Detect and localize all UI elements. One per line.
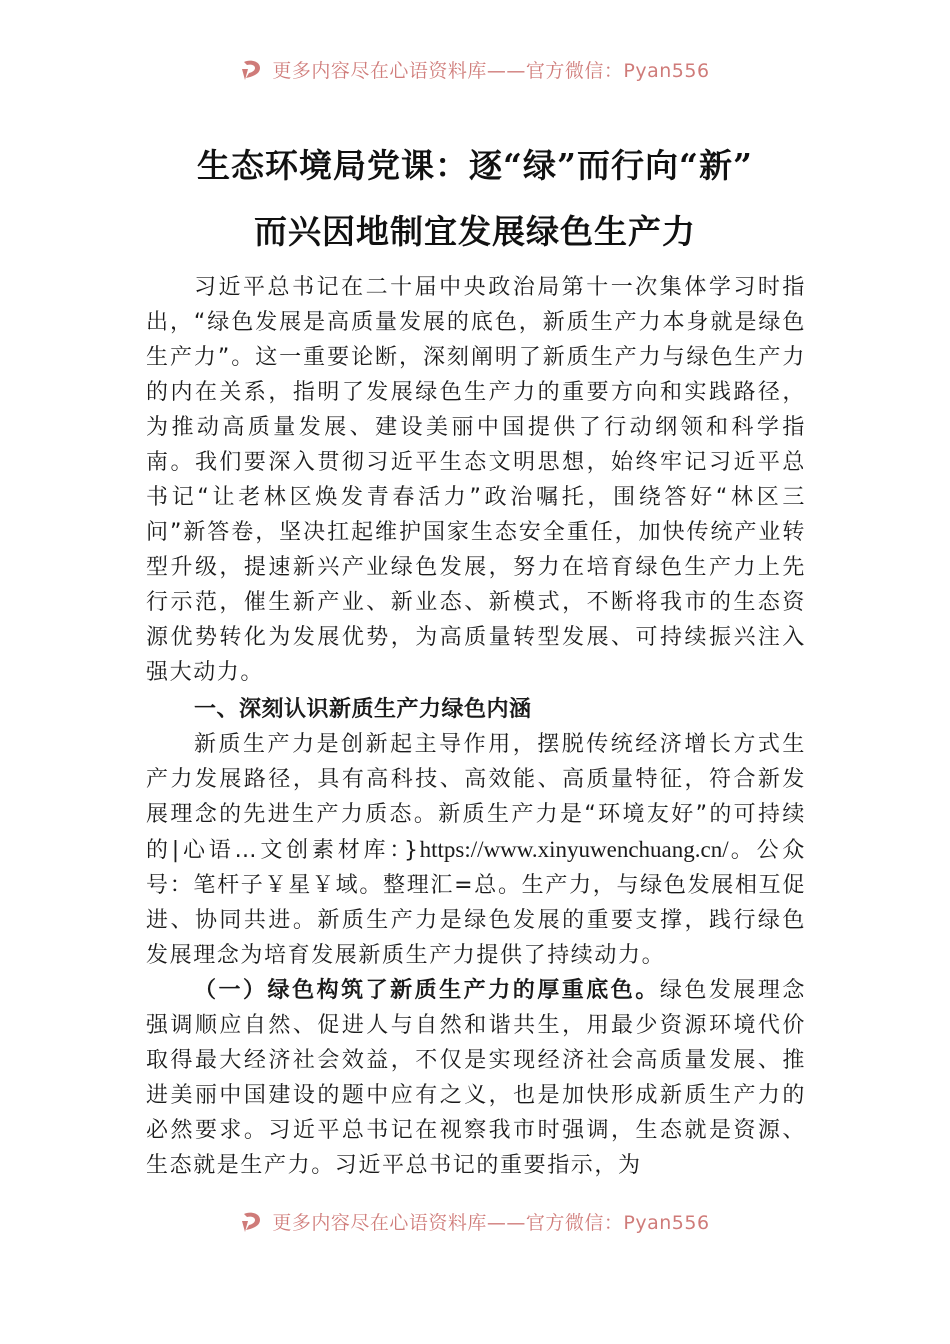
section-1-paragraph (146, 727, 806, 973)
intro-paragraph: 习近平总书记在二十届中央政治局第十一次集体学习时指出，“绿色发展是高质量发展的底色，新质生产力本身就是绿色生产力”。这一重要论断，深刻阐明了新质生产力与绿色生产力的内在关系，指明了发展绿色生产力的重要方向和实践路径，为推动高质量发展、建设美丽中国提供了行动纲领和科学指南。我们要深入贯彻习近平生态文明思想，始终牢记习近平总书记“让老林区焕发青春活力”政治嘱托，围绕答好“林区三问”新答卷，坚决扛起维护国家生态安全重任，加快传统产业转型升级，提速新兴产业绿色发展，努力在培育绿色生产力上先行示范，催生新产业、新业态、新模式，不断将我市的生态资源优势转化为发展优势，为高质量转型发展、可持续振兴注入强大动力。 (146, 275, 806, 685)
section-heading-1: 一、深刻认识新质生产力绿色内涵 (194, 697, 532, 722)
footer-watermark (0, 1208, 950, 1235)
brand-logo-icon (240, 59, 266, 81)
embedded-url: https://www.xinyuwenchuang.cn/ (419, 837, 729, 862)
subsection-1-paragraph (146, 973, 806, 1183)
document-body (146, 270, 806, 1183)
watermark-text: 更多内容尽在心语资料库——官方微信：Pyan556 (272, 60, 710, 82)
section-1-text-before-url: 新质生产力是创新起主导作用，摆脱传统经济增长方式生产力发展路径，具有高科技、高效能、高质量特征，符合新发展理念的先进生产力质态。新质生产力是“环境友好”的可持续的|心语…文创素材库：} (146, 732, 806, 863)
subsection-1-text: 绿色发展理念强调顺应自然、促进人与自然和谐共生，用最少资源环境代价取得最大经济社会效益，不仅是实现经济社会高质量发展、推进美丽中国建设的题中应有之义，也是加快形成新质生产力的必然要求。习近平总书记在视察我市时强调，生态就是资源、生态就是生产力。习近平总书记的重要指示，为 (146, 978, 806, 1178)
document-title-line-2: 而兴因地制宜发展绿色生产力 (254, 212, 696, 251)
section-1-text-after-url: 。公众号：笔杆子￥星￥域。整理汇=总。生产力，与绿色发展相互促进、协同共进。新质生产力是绿色发展的重要支撑，践行绿色发展理念为培育发展新质生产力提供了持续动力。 (146, 838, 806, 968)
watermark-text: 更多内容尽在心语资料库——官方微信：Pyan556 (272, 1212, 710, 1234)
header-watermark (0, 56, 950, 83)
brand-logo-icon (240, 1211, 266, 1233)
document-title-line-1: 生态环境局党课：逐“绿”而行向“新” (197, 146, 753, 185)
subsection-heading-1: （一）绿色构筑了新质生产力的厚重底色。 (194, 978, 660, 1003)
